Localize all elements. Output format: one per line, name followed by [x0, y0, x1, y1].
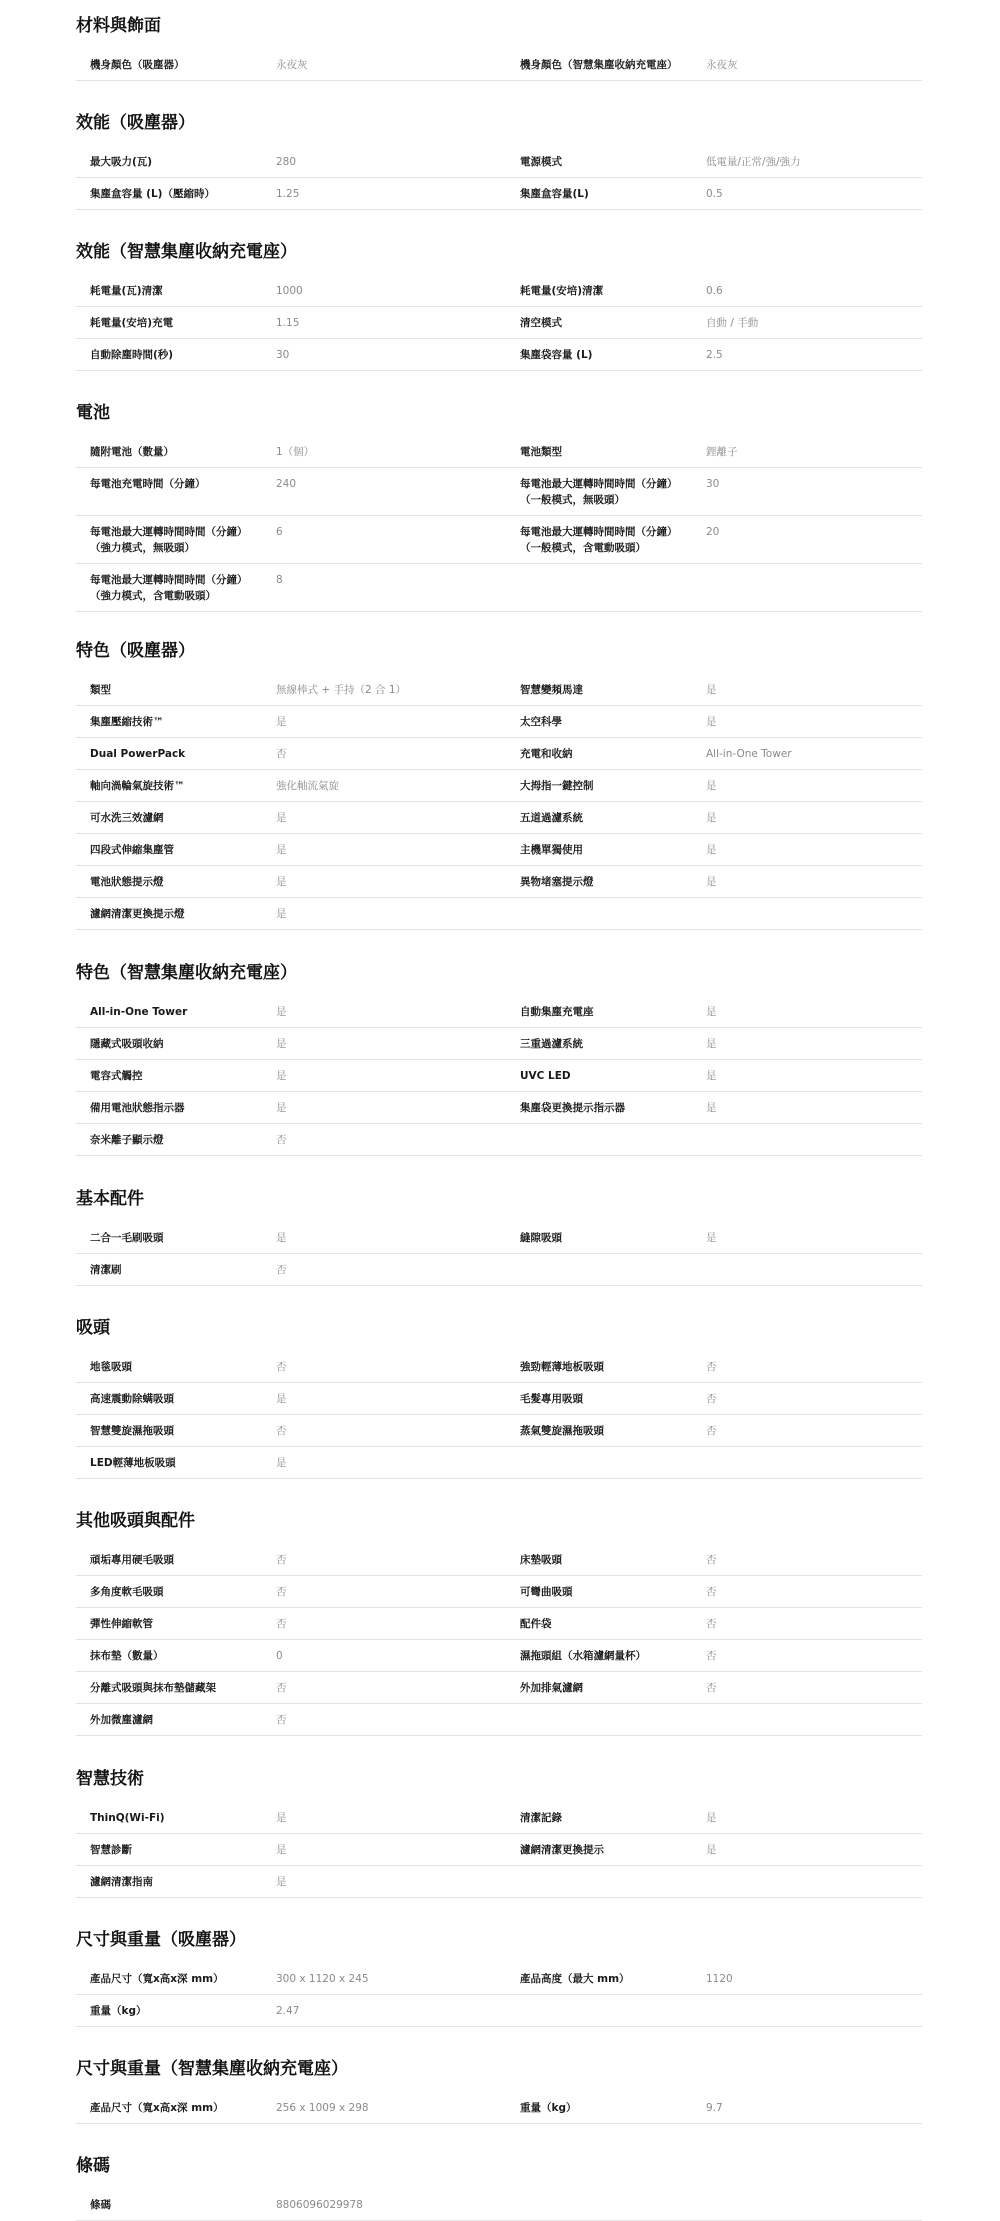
spec-row — [76, 564, 922, 612]
spec-label: 外加排氣濾網 — [520, 1682, 583, 1694]
spec-label: 四段式伸縮集塵管 — [90, 844, 174, 856]
spec-rows — [76, 1544, 922, 1736]
spec-section — [76, 639, 922, 930]
spec-row — [76, 1383, 922, 1415]
spec-value: 是 — [706, 1102, 717, 1114]
spec-value: 否 — [276, 1425, 287, 1437]
spec-value: 是 — [276, 1844, 287, 1856]
spec-rows — [76, 996, 922, 1156]
spec-label: 每電池最大運轉時間時間（分鐘） （強力模式，無吸頭） — [90, 526, 248, 554]
spec-label: 產品尺寸（寬x高x深 mm） — [90, 1973, 224, 1985]
spec-rows — [76, 2092, 922, 2124]
spec-value: 是 — [706, 716, 717, 728]
spec-label: 類型 — [90, 684, 111, 696]
spec-row — [76, 866, 922, 898]
section-title: 基本配件 — [76, 1189, 144, 1209]
spec-rows — [76, 436, 922, 612]
spec-label: 智慧雙旋濕拖吸頭 — [90, 1425, 174, 1437]
spec-row — [76, 1995, 922, 2027]
spec-value: 否 — [276, 1134, 287, 1146]
spec-rows — [76, 674, 922, 930]
spec-value: 是 — [276, 812, 287, 824]
spec-value: 是 — [276, 1393, 287, 1405]
spec-label: 濾網清潔指南 — [90, 1876, 153, 1888]
spec-label: 智慧診斷 — [90, 1844, 132, 1856]
spec-value: 是 — [276, 1006, 287, 1018]
spec-rows — [76, 1802, 922, 1898]
spec-value: 0 — [276, 1650, 283, 1662]
spec-label: 清空模式 — [520, 317, 562, 329]
spec-value: 否 — [706, 1586, 717, 1598]
spec-rows — [76, 49, 922, 81]
spec-value: 是 — [276, 1232, 287, 1244]
spec-label: 外加微塵濾網 — [90, 1714, 153, 1726]
spec-value: 1000 — [276, 285, 303, 297]
spec-row — [76, 49, 922, 81]
spec-rows — [76, 2189, 922, 2221]
spec-label: 隨附電池（數量） — [90, 446, 174, 458]
spec-section — [76, 1767, 922, 1898]
spec-row — [76, 1834, 922, 1866]
spec-label: 可彎曲吸頭 — [520, 1586, 573, 1598]
spec-value: 否 — [706, 1554, 717, 1566]
spec-value: 否 — [276, 1554, 287, 1566]
spec-label: 重量（kg） — [520, 2102, 577, 2114]
spec-value: 是 — [706, 1070, 717, 1082]
spec-row — [76, 1704, 922, 1736]
spec-value: 否 — [276, 1361, 287, 1373]
spec-row — [76, 1222, 922, 1254]
spec-section — [76, 2154, 922, 2221]
spec-value: 2.47 — [276, 2005, 300, 2017]
spec-label: 主機單獨使用 — [520, 844, 583, 856]
spec-value: 否 — [276, 1618, 287, 1630]
spec-label: 機身顏色（智慧集塵收納充電座） — [520, 59, 678, 71]
spec-value: 8 — [276, 574, 283, 586]
spec-value: 9.7 — [706, 2102, 723, 2114]
spec-value: 20 — [706, 526, 720, 538]
spec-label: 機身顏色（吸塵器） — [90, 59, 185, 71]
spec-row — [76, 738, 922, 770]
spec-label: 自動除塵時間(秒) — [90, 349, 174, 361]
spec-value: 256 x 1009 x 298 — [276, 2102, 369, 2114]
spec-row — [76, 1351, 922, 1383]
spec-label: 耗電量(安培)充電 — [90, 317, 174, 329]
spec-label: 彈性伸縮軟管 — [90, 1618, 153, 1630]
spec-value: 30 — [276, 349, 290, 361]
spec-label: 地毯吸頭 — [90, 1361, 132, 1373]
spec-row — [76, 1092, 922, 1124]
spec-row — [76, 146, 922, 178]
spec-value: 是 — [276, 1102, 287, 1114]
spec-label: 條碼 — [90, 2199, 111, 2211]
spec-value: 否 — [276, 748, 287, 760]
spec-label: 抹布墊（數量） — [90, 1650, 164, 1662]
spec-label: 智慧變頻馬達 — [520, 684, 583, 696]
spec-value: 否 — [706, 1682, 717, 1694]
spec-label: 充電和收納 — [520, 748, 573, 760]
spec-rows — [76, 1351, 922, 1479]
spec-value: 否 — [706, 1425, 717, 1437]
spec-row — [76, 834, 922, 866]
spec-value: 1（個） — [276, 446, 315, 458]
spec-value: 否 — [706, 1650, 717, 1662]
spec-label: 電源模式 — [520, 156, 562, 168]
spec-value: 300 x 1120 x 245 — [276, 1973, 369, 1985]
spec-value: 240 — [276, 478, 297, 490]
spec-label: 濾網清潔更換提示燈 — [90, 908, 185, 920]
spec-value: 是 — [276, 1876, 287, 1888]
spec-label: 太空科學 — [520, 716, 562, 728]
spec-row — [76, 1544, 922, 1576]
spec-label: 三重過濾系統 — [520, 1038, 583, 1050]
spec-label: 二合一毛刷吸頭 — [90, 1232, 164, 1244]
spec-value: 是 — [276, 1070, 287, 1082]
spec-label: 五道過濾系統 — [520, 812, 583, 824]
spec-label: 配件袋 — [520, 1618, 552, 1630]
spec-row — [76, 1802, 922, 1834]
section-title: 條碼 — [76, 2156, 110, 2176]
spec-row — [76, 898, 922, 930]
spec-label: 高速震動除螨吸頭 — [90, 1393, 174, 1405]
spec-value: 是 — [706, 812, 717, 824]
spec-label: 耗電量(瓦)清潔 — [90, 285, 163, 297]
spec-label: 毛髮專用吸頭 — [520, 1393, 583, 1405]
spec-value: 1.15 — [276, 317, 300, 329]
spec-row — [76, 770, 922, 802]
spec-section — [76, 1509, 922, 1736]
spec-row — [76, 275, 922, 307]
spec-value: 是 — [276, 1038, 287, 1050]
spec-section — [76, 111, 922, 210]
spec-value: 否 — [706, 1393, 717, 1405]
spec-value: 是 — [706, 1844, 717, 1856]
spec-label: 濕拖頭組（水箱濾網量杯） — [520, 1650, 646, 1662]
spec-label: 備用電池狀態指示器 — [90, 1102, 185, 1114]
spec-row — [76, 706, 922, 738]
section-title: 智慧技術 — [76, 1769, 144, 1789]
spec-value: 無線棒式 + 手持（2 合 1） — [276, 684, 407, 696]
spec-section — [76, 1316, 922, 1479]
spec-value: 永夜灰 — [276, 59, 308, 71]
spec-section — [76, 1187, 922, 1286]
spec-label: ThinQ(Wi-Fi) — [90, 1812, 165, 1824]
spec-value: 30 — [706, 478, 720, 490]
spec-row — [76, 2189, 922, 2221]
spec-value: 是 — [706, 1006, 717, 1018]
spec-value: 低電量/正常/強/強力 — [706, 156, 801, 168]
spec-label: 耗電量(安培)清潔 — [520, 285, 604, 297]
spec-section — [76, 1928, 922, 2027]
spec-row — [76, 436, 922, 468]
spec-row — [76, 178, 922, 210]
spec-section — [76, 240, 922, 371]
spec-value: 自動 / 手動 — [706, 317, 759, 329]
spec-value: 是 — [276, 844, 287, 856]
spec-row — [76, 1640, 922, 1672]
spec-value: 1120 — [706, 1973, 733, 1985]
spec-label: 集塵袋容量 (L) — [520, 349, 593, 361]
section-title: 尺寸與重量（吸塵器） — [76, 1930, 246, 1950]
spec-row — [76, 1060, 922, 1092]
spec-value: 是 — [276, 1457, 287, 1469]
spec-row — [76, 1608, 922, 1640]
section-title: 特色（智慧集塵收納充電座） — [76, 963, 297, 983]
spec-value: 是 — [706, 844, 717, 856]
spec-value: 鋰離子 — [706, 446, 738, 458]
spec-label: 自動集塵充電座 — [520, 1006, 594, 1018]
spec-label: 產品尺寸（寬x高x深 mm） — [90, 2102, 224, 2114]
spec-value: 否 — [276, 1682, 287, 1694]
section-title: 效能（智慧集塵收納充電座） — [76, 242, 297, 262]
spec-label: 奈米離子顯示燈 — [90, 1134, 164, 1146]
spec-value: 是 — [706, 876, 717, 888]
spec-label: 電容式觸控 — [90, 1070, 143, 1082]
spec-value: 否 — [706, 1618, 717, 1630]
spec-label: 軸向渦輪氣旋技術™ — [90, 780, 185, 792]
spec-label: 多角度軟毛吸頭 — [90, 1586, 164, 1598]
spec-value: 0.6 — [706, 285, 723, 297]
spec-value: 是 — [276, 876, 287, 888]
spec-value: 2.5 — [706, 349, 723, 361]
spec-row — [76, 1447, 922, 1479]
spec-label: 異物堵塞提示燈 — [520, 876, 594, 888]
spec-value: 是 — [276, 716, 287, 728]
spec-label: 可水洗三效濾網 — [90, 812, 164, 824]
spec-value: 永夜灰 — [706, 59, 738, 71]
spec-row — [76, 516, 922, 564]
spec-label: 大拇指一鍵控制 — [520, 780, 594, 792]
spec-row — [76, 996, 922, 1028]
spec-label: 電池狀態提示燈 — [90, 876, 164, 888]
spec-rows — [76, 1963, 922, 2027]
spec-row — [76, 339, 922, 371]
spec-label: 每電池最大運轉時間時間（分鐘） （強力模式，含電動吸頭） — [90, 574, 248, 602]
spec-value: 否 — [706, 1361, 717, 1373]
spec-value: 否 — [276, 1714, 287, 1726]
spec-value: 是 — [706, 1038, 717, 1050]
spec-row — [76, 1124, 922, 1156]
spec-label: 電池類型 — [520, 446, 562, 458]
spec-section — [76, 14, 922, 81]
spec-value: 否 — [276, 1264, 287, 1276]
spec-label: All-in-One Tower — [90, 1006, 188, 1018]
spec-label: 集塵盒容量(L) — [520, 188, 589, 200]
spec-label: 清潔記錄 — [520, 1812, 562, 1824]
spec-label: UVC LED — [520, 1070, 571, 1082]
spec-section — [76, 961, 922, 1156]
spec-value: 是 — [706, 1232, 717, 1244]
spec-rows — [76, 146, 922, 210]
spec-value: 是 — [706, 780, 717, 792]
spec-label: 濾網清潔更換提示 — [520, 1844, 604, 1856]
section-title: 尺寸與重量（智慧集塵收納充電座） — [76, 2059, 348, 2079]
spec-label: 頑垢專用硬毛吸頭 — [90, 1554, 174, 1566]
spec-label: 重量（kg） — [90, 2005, 147, 2017]
spec-value: 8806096029978 — [276, 2199, 363, 2211]
spec-value: 1.25 — [276, 188, 300, 200]
section-title: 效能（吸塵器） — [76, 113, 195, 133]
spec-section — [76, 2057, 922, 2124]
spec-row — [76, 1576, 922, 1608]
spec-value: 否 — [276, 1586, 287, 1598]
spec-label: 集塵壓縮技術™ — [90, 716, 164, 728]
spec-value: All-in-One Tower — [706, 748, 792, 760]
spec-value: 0.5 — [706, 188, 723, 200]
spec-row — [76, 2092, 922, 2124]
spec-value: 280 — [276, 156, 297, 168]
spec-row — [76, 1963, 922, 1995]
spec-label: 清潔刷 — [90, 1264, 122, 1276]
spec-section — [76, 401, 922, 612]
spec-value: 是 — [276, 1812, 287, 1824]
spec-row — [76, 1254, 922, 1286]
spec-label: 縫隙吸頭 — [520, 1232, 562, 1244]
spec-label: 每電池充電時間（分鐘） — [90, 478, 206, 490]
spec-label: 分離式吸頭與抹布墊儲藏架 — [90, 1682, 216, 1694]
spec-row — [76, 1415, 922, 1447]
spec-row — [76, 1672, 922, 1704]
spec-value: 強化軸流氣旋 — [276, 780, 339, 792]
spec-row — [76, 1028, 922, 1060]
spec-label: 每電池最大運轉時間時間（分鐘） （一般模式，無吸頭） — [520, 478, 678, 506]
spec-row — [76, 674, 922, 706]
spec-value: 6 — [276, 526, 283, 538]
section-title: 材料與飾面 — [76, 16, 161, 36]
spec-row — [76, 307, 922, 339]
spec-label: 強勁輕薄地板吸頭 — [520, 1361, 604, 1373]
spec-label: 集塵盒容量 (L)（壓縮時） — [90, 188, 215, 200]
section-title: 電池 — [76, 403, 110, 423]
spec-label: 每電池最大運轉時間時間（分鐘） （一般模式，含電動吸頭） — [520, 526, 678, 554]
spec-label: LED輕薄地板吸頭 — [90, 1457, 176, 1469]
spec-value: 是 — [706, 684, 717, 696]
section-title: 其他吸頭與配件 — [76, 1511, 195, 1531]
spec-value: 是 — [276, 908, 287, 920]
spec-row — [76, 1866, 922, 1898]
spec-rows — [76, 275, 922, 371]
spec-row — [76, 468, 922, 516]
spec-value: 是 — [706, 1812, 717, 1824]
spec-label: 床墊吸頭 — [520, 1554, 562, 1566]
spec-label: 最大吸力(瓦) — [90, 156, 153, 168]
spec-row — [76, 802, 922, 834]
section-title: 吸頭 — [76, 1318, 110, 1338]
spec-label: 產品高度（最大 mm） — [520, 1973, 630, 1985]
section-title: 特色（吸塵器） — [76, 641, 195, 661]
spec-label: 隱藏式吸頭收納 — [90, 1038, 164, 1050]
spec-rows — [76, 1222, 922, 1286]
spec-label: Dual PowerPack — [90, 748, 186, 760]
spec-label: 集塵袋更換提示指示器 — [520, 1102, 625, 1114]
spec-label: 蒸氣雙旋濕拖吸頭 — [520, 1425, 604, 1437]
